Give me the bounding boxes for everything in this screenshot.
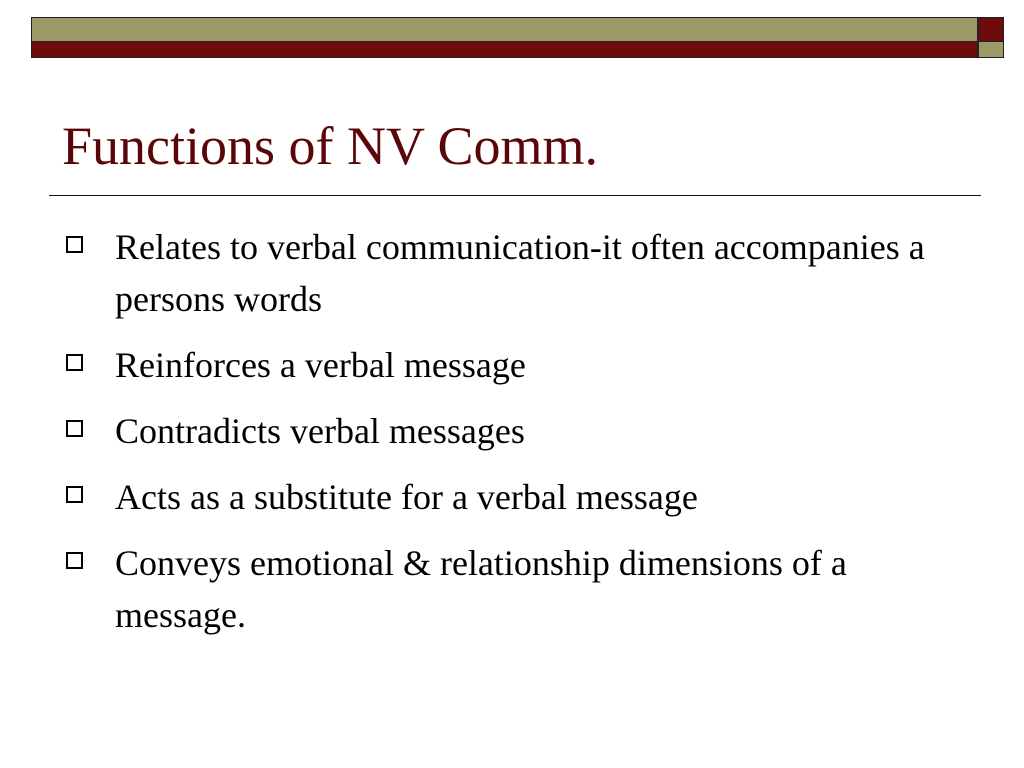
bullet-text: Acts as a substitute for a verbal message bbox=[115, 477, 698, 517]
header-maroon-stripe bbox=[32, 42, 977, 57]
corner-olive-square bbox=[979, 42, 1003, 57]
list-item bbox=[64, 537, 984, 641]
bullet-text: Reinforces a verbal message bbox=[115, 345, 526, 385]
list-item bbox=[64, 471, 984, 523]
corner-maroon-square bbox=[979, 18, 1003, 42]
header-decoration-band bbox=[31, 17, 978, 58]
header-olive-stripe bbox=[32, 18, 977, 42]
bullet-text: Contradicts verbal messages bbox=[115, 411, 525, 451]
list-item bbox=[64, 339, 984, 391]
hollow-square-bullet-icon bbox=[66, 552, 83, 569]
hollow-square-bullet-icon bbox=[66, 486, 83, 503]
bullet-text: Conveys emotional & relationship dimensions of a message. bbox=[115, 543, 847, 635]
hollow-square-bullet-icon bbox=[66, 354, 83, 371]
list-item bbox=[64, 405, 984, 457]
bullet-text: Relates to verbal communication-it often accompanies a persons words bbox=[115, 227, 925, 319]
header-corner-block bbox=[978, 17, 1004, 58]
slide-title: Functions of NV Comm. bbox=[62, 116, 599, 176]
bullet-list bbox=[64, 221, 984, 655]
title-divider bbox=[49, 195, 981, 196]
hollow-square-bullet-icon bbox=[66, 420, 83, 437]
list-item bbox=[64, 221, 984, 325]
hollow-square-bullet-icon bbox=[66, 236, 83, 253]
